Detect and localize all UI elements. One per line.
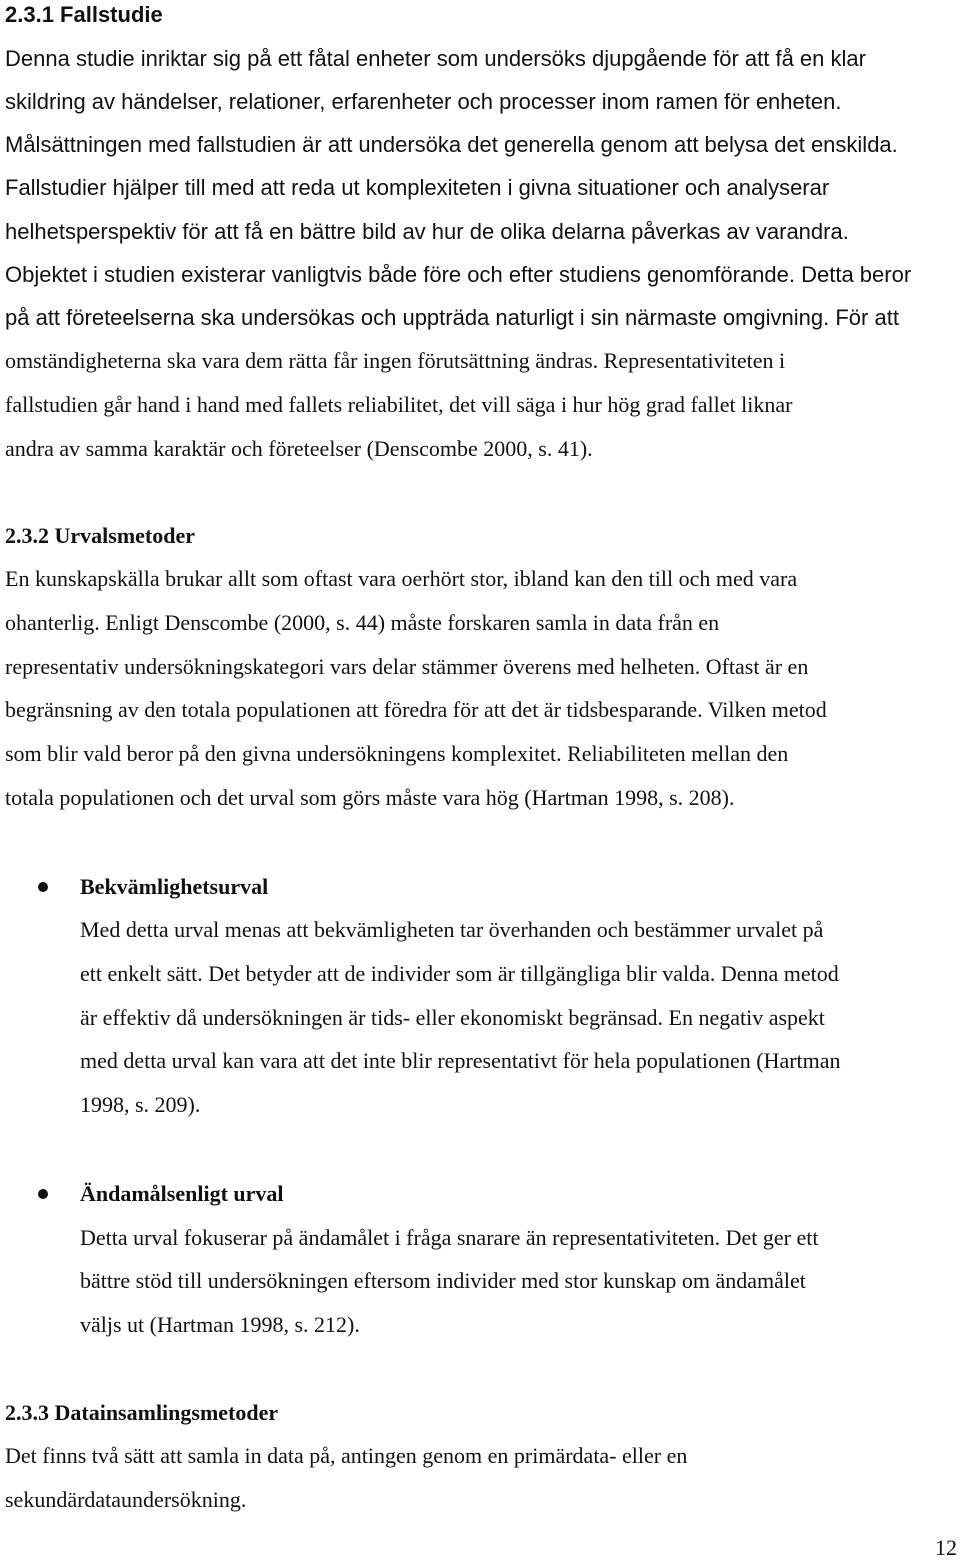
paragraph-line: som blir vald beror på den givna undersökningens komplexitet. Reliabiliteten mellan den (5, 741, 789, 766)
bullet-text-line: bättre stöd till undersökningen eftersom individer med stor kunskap om ändamålet (80, 1268, 806, 1293)
paragraph-line: En kunskapskälla brukar allt som oftast vara oerhört stor, ibland kan den till och med vara (5, 566, 798, 591)
section-heading-urvalsmetoder: 2.3.2 Urvalsmetoder (5, 523, 196, 548)
bullet-text-line: ett enkelt sätt. Det betyder att de individer som är tillgängliga blir valda. Denna metod (80, 961, 839, 986)
paragraph-line: andra av samma karaktär och företeelser (Denscombe 2000, s. 41). (5, 436, 593, 461)
bullet-text-line: Detta urval fokuserar på ändamålet i fråga snarare än representativiteten. Det ger ett (80, 1225, 819, 1250)
bullet-text-line: Med detta urval menas att bekvämligheten tar överhanden och bestämmer urvalet på (80, 917, 824, 942)
bullet-text-line: med detta urval kan vara att det inte blir representativt för hela populationen (Hartman (80, 1048, 841, 1073)
section-heading-fallstudie: 2.3.1 Fallstudie (5, 2, 163, 27)
paragraph-line: sekundärdataundersökning. (5, 1487, 247, 1512)
paragraph-line: Målsättningen med fallstudien är att undersöka det generella genom att belysa det enskilda. (5, 132, 898, 157)
paragraph-line: ohanterlig. Enligt Denscombe (2000, s. 44) måste forskaren samla in data från en (5, 610, 720, 635)
paragraph-line: Denna studie inriktar sig på ett fåtal enheter som undersöks djupgående för att få en klar (5, 46, 866, 71)
bullet-icon (38, 1189, 48, 1199)
bullet-text-line: väljs ut (Hartman 1998, s. 212). (80, 1312, 360, 1337)
paragraph-line: på att företeelserna ska undersökas och uppträda naturligt i sin närmaste omgivning. För att (5, 305, 899, 330)
paragraph-line: fallstudien går hand i hand med fallets reliabilitet, det vill säga i hur hög grad fallet liknar (5, 392, 793, 417)
paragraph-line: representativ undersökningskategori vars delar stämmer överens med helheten. Oftast är en (5, 654, 809, 679)
bullet-text-line: är effektiv då undersökningen är tids- eller ekonomiskt begränsad. En negativ aspekt (80, 1005, 825, 1030)
page-number: 12 (935, 1535, 957, 1560)
paragraph-line: begränsning av den totala populationen att föredra för att det är tidsbesparande. Vilken metod (5, 697, 827, 722)
paragraph-line: Fallstudier hjälper till med att reda ut komplexiteten i givna situationer och analyserar (5, 175, 830, 200)
bullet-icon (38, 882, 48, 892)
paragraph-line: omständigheterna ska vara dem rätta får ingen förutsättning ändras. Representativiteten i (5, 348, 786, 373)
paragraph-line: helhetsperspektiv för att få en bättre bild av hur de olika delarna påverkas av varandra. (5, 219, 849, 244)
bullet-text-line: 1998, s. 209). (80, 1092, 201, 1117)
paragraph-line: Objektet i studien existerar vanligtvis både före och efter studiens genomförande. Detta beror (5, 262, 912, 287)
bullet-title-andamalsenligt-urval: Ändamålsenligt urval (80, 1181, 284, 1206)
paragraph-line: totala populationen och det urval som görs måste vara hög (Hartman 1998, s. 208). (5, 785, 735, 810)
paragraph-line: Det finns två sätt att samla in data på, antingen genom en primärdata- eller en (5, 1443, 688, 1468)
bullet-title-bekvamlighetsurval: Bekvämlighetsurval (80, 874, 269, 899)
paragraph-line: skildring av händelser, relationer, erfarenheter och processer inom ramen för enheten. (5, 89, 842, 114)
section-heading-datainsamlingsmetoder: 2.3.3 Datainsamlingsmetoder (5, 1400, 279, 1425)
